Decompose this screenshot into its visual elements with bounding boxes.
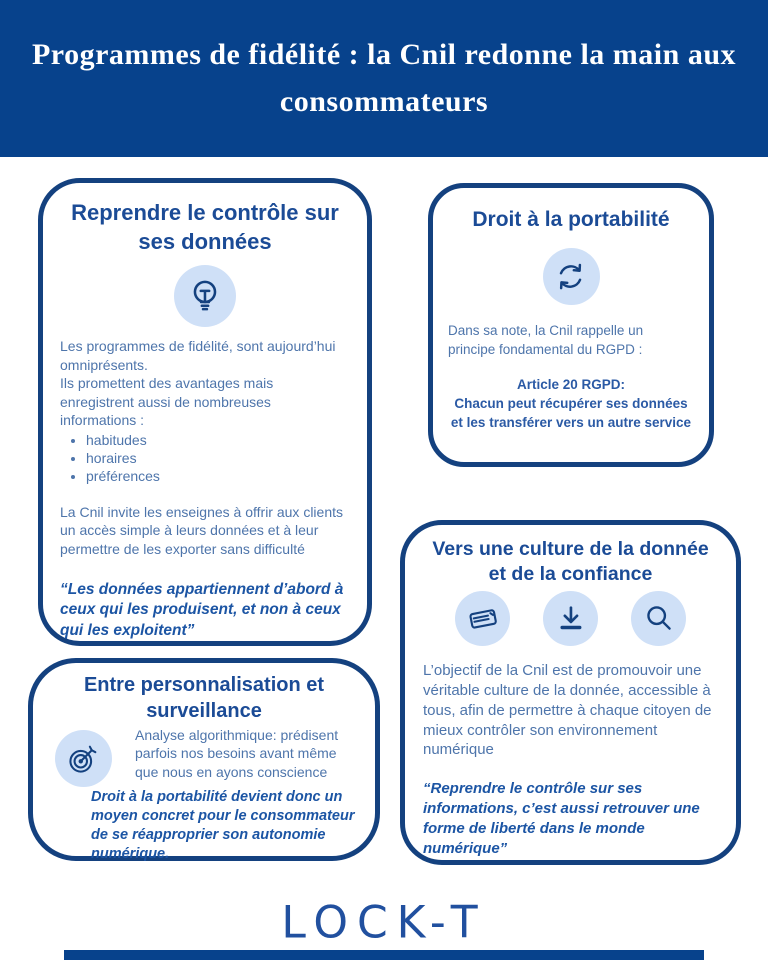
list-item: • habitudes <box>86 431 350 449</box>
highlight-line: Article 20 RGPD: <box>516 376 626 392</box>
card-culture-donnee <box>400 520 741 865</box>
sync-icon <box>543 248 600 305</box>
page-title: Programmes de fidélité : la Cnil redonne la main aux consommateurs <box>31 38 737 118</box>
lightbulb-icon <box>174 265 236 327</box>
body-paragraph: Ils promettent des avantages mais enregistrent aussi de nombreuses informations : <box>60 375 274 429</box>
body-paragraph: L’objectif de la Cnil est de promouvoir une véritable culture de la donnée, accessible à tous, afin de permettre à chaque citoyen de mieux contrôler son environnement numérique <box>423 661 712 759</box>
icon-row <box>423 591 718 646</box>
body-paragraph: Dans sa note, la Cnil rappelle un principe fondamental du RGPD : <box>448 323 644 357</box>
search-icon <box>631 591 686 646</box>
list-item: • horaires <box>86 449 350 467</box>
body-paragraph: Les programmes de fidélité, sont aujourd’hui omniprésents. <box>60 338 336 373</box>
card-droit-portabilite <box>428 183 714 467</box>
target-icon <box>55 730 112 787</box>
lockt-logo: LOCK-T <box>281 896 487 949</box>
article-highlight <box>448 376 694 433</box>
body-paragraph: La Cnil invite les enseignes à offrir aux clients un accès simple à leurs données et à leur permettre de les exporter sans difficulté <box>60 503 344 557</box>
card-title: Entre personnalisation et surveillance <box>83 674 325 722</box>
quote-text: “Les données appartiennent d’abord à ceux qui les produisent, et non à ceux qui les exploitent” <box>60 581 344 639</box>
highlight-line: Chacun peut récupérer ses données et les transférer vers un autre service <box>450 395 692 430</box>
header-banner <box>0 0 768 157</box>
footer-bar <box>64 950 704 960</box>
card-title: Vers une culture de la donnée et de la confiance <box>432 538 709 586</box>
icon-text-row <box>49 726 359 787</box>
card-title: Droit à la portabilité <box>472 208 670 231</box>
card-reprendre-controle <box>38 178 372 646</box>
list-item: • préférences <box>86 467 350 485</box>
card-title: Reprendre le contrôle sur ses données <box>71 200 339 254</box>
download-icon <box>543 591 598 646</box>
body-paragraph: Analyse algorithmique: prédisent parfois nos besoins avant même que nous en ayons conscience <box>135 727 339 780</box>
quote-text: “Reprendre le contrôle sur ses informations, c’est aussi retrouver une forme de liberté dans le monde numérique” <box>423 780 700 858</box>
card-personnalisation-surveillance <box>28 658 380 861</box>
bullet-list <box>68 431 350 486</box>
credit-card-icon <box>455 591 510 646</box>
quote-text: Droit à la portabilité devient donc un moyen concret pour le consommateur de se réapproprier son autonomie numérique. <box>91 789 355 863</box>
